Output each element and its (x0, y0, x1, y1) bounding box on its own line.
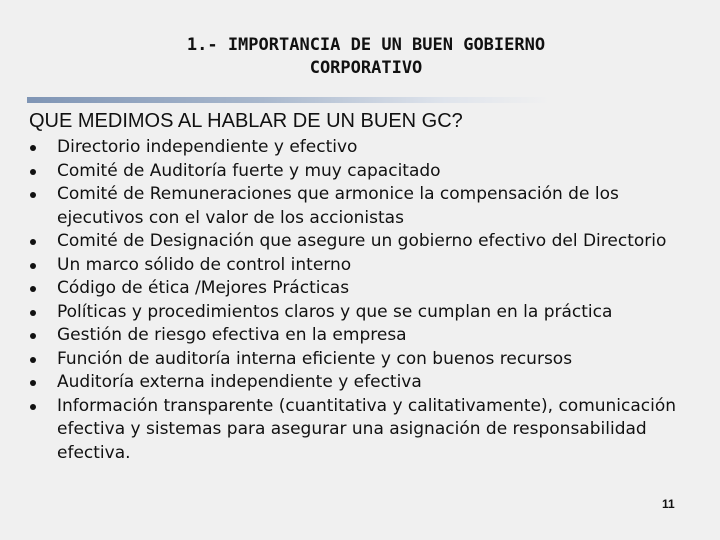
bullet-item (30, 348, 695, 372)
bullet-icon (30, 310, 36, 316)
page-number: 11 (662, 497, 675, 511)
bullet-icon (30, 286, 36, 292)
bullet-item (30, 160, 695, 184)
slide-title-line-2: CORPORATIVO (309, 58, 423, 78)
bullet-icon (30, 145, 36, 151)
bullet-icon (30, 404, 36, 410)
bullet-text: Función de auditoría interna eficiente y con buenos recursos (57, 348, 573, 369)
bullet-text: Comité de Auditoría fuerte y muy capacitado (57, 160, 441, 181)
slide-title (0, 34, 720, 80)
bullet-item (30, 136, 695, 160)
bullet-icon (30, 333, 36, 339)
bullet-text: Información transparente (cuantitativa y calitativamente), comunicación efectiva y sistemas para asegurar una asignación de responsabilidad efectiva. (57, 395, 677, 463)
bullet-icon (30, 263, 36, 269)
bullet-text: Comité de Remuneraciones que armonice la compensación de los ejecutivos con el valor de los accionistas (57, 184, 619, 228)
bullet-text: Código de ética /Mejores Prácticas (57, 278, 350, 298)
bullet-item (30, 395, 695, 466)
bullet-icon (30, 169, 36, 175)
bullet-item (30, 254, 695, 278)
slide-subtitle: QUE MEDIMOS AL HABLAR DE UN BUEN GC? (29, 110, 463, 132)
bullet-item (30, 301, 695, 325)
bullet-icon (30, 380, 36, 386)
bullet-item (30, 183, 695, 230)
bullet-text: Gestión de riesgo efectiva en la empresa (57, 325, 407, 345)
bullet-icon (30, 239, 36, 245)
bullet-icon (30, 192, 36, 198)
bullet-text: Directorio independiente y efectivo (57, 137, 358, 157)
bullet-item (30, 371, 695, 395)
bullet-text: Comité de Designación que asegure un gobierno efectivo del Directorio (57, 231, 667, 251)
bullet-text: Auditoría externa independiente y efectiva (57, 372, 422, 392)
bullet-item (30, 230, 695, 254)
bullet-item (30, 277, 695, 301)
bullet-text: Políticas y procedimientos claros y que se cumplan en la práctica (57, 301, 613, 322)
slide-title-line-1: 1.- IMPORTANCIA DE UN BUEN GOBIERNO (186, 35, 546, 55)
bullet-list (30, 136, 695, 465)
bullet-icon (30, 357, 36, 363)
title-divider (27, 97, 550, 103)
bullet-item (30, 324, 695, 348)
bullet-text: Un marco sólido de control interno (57, 254, 352, 275)
